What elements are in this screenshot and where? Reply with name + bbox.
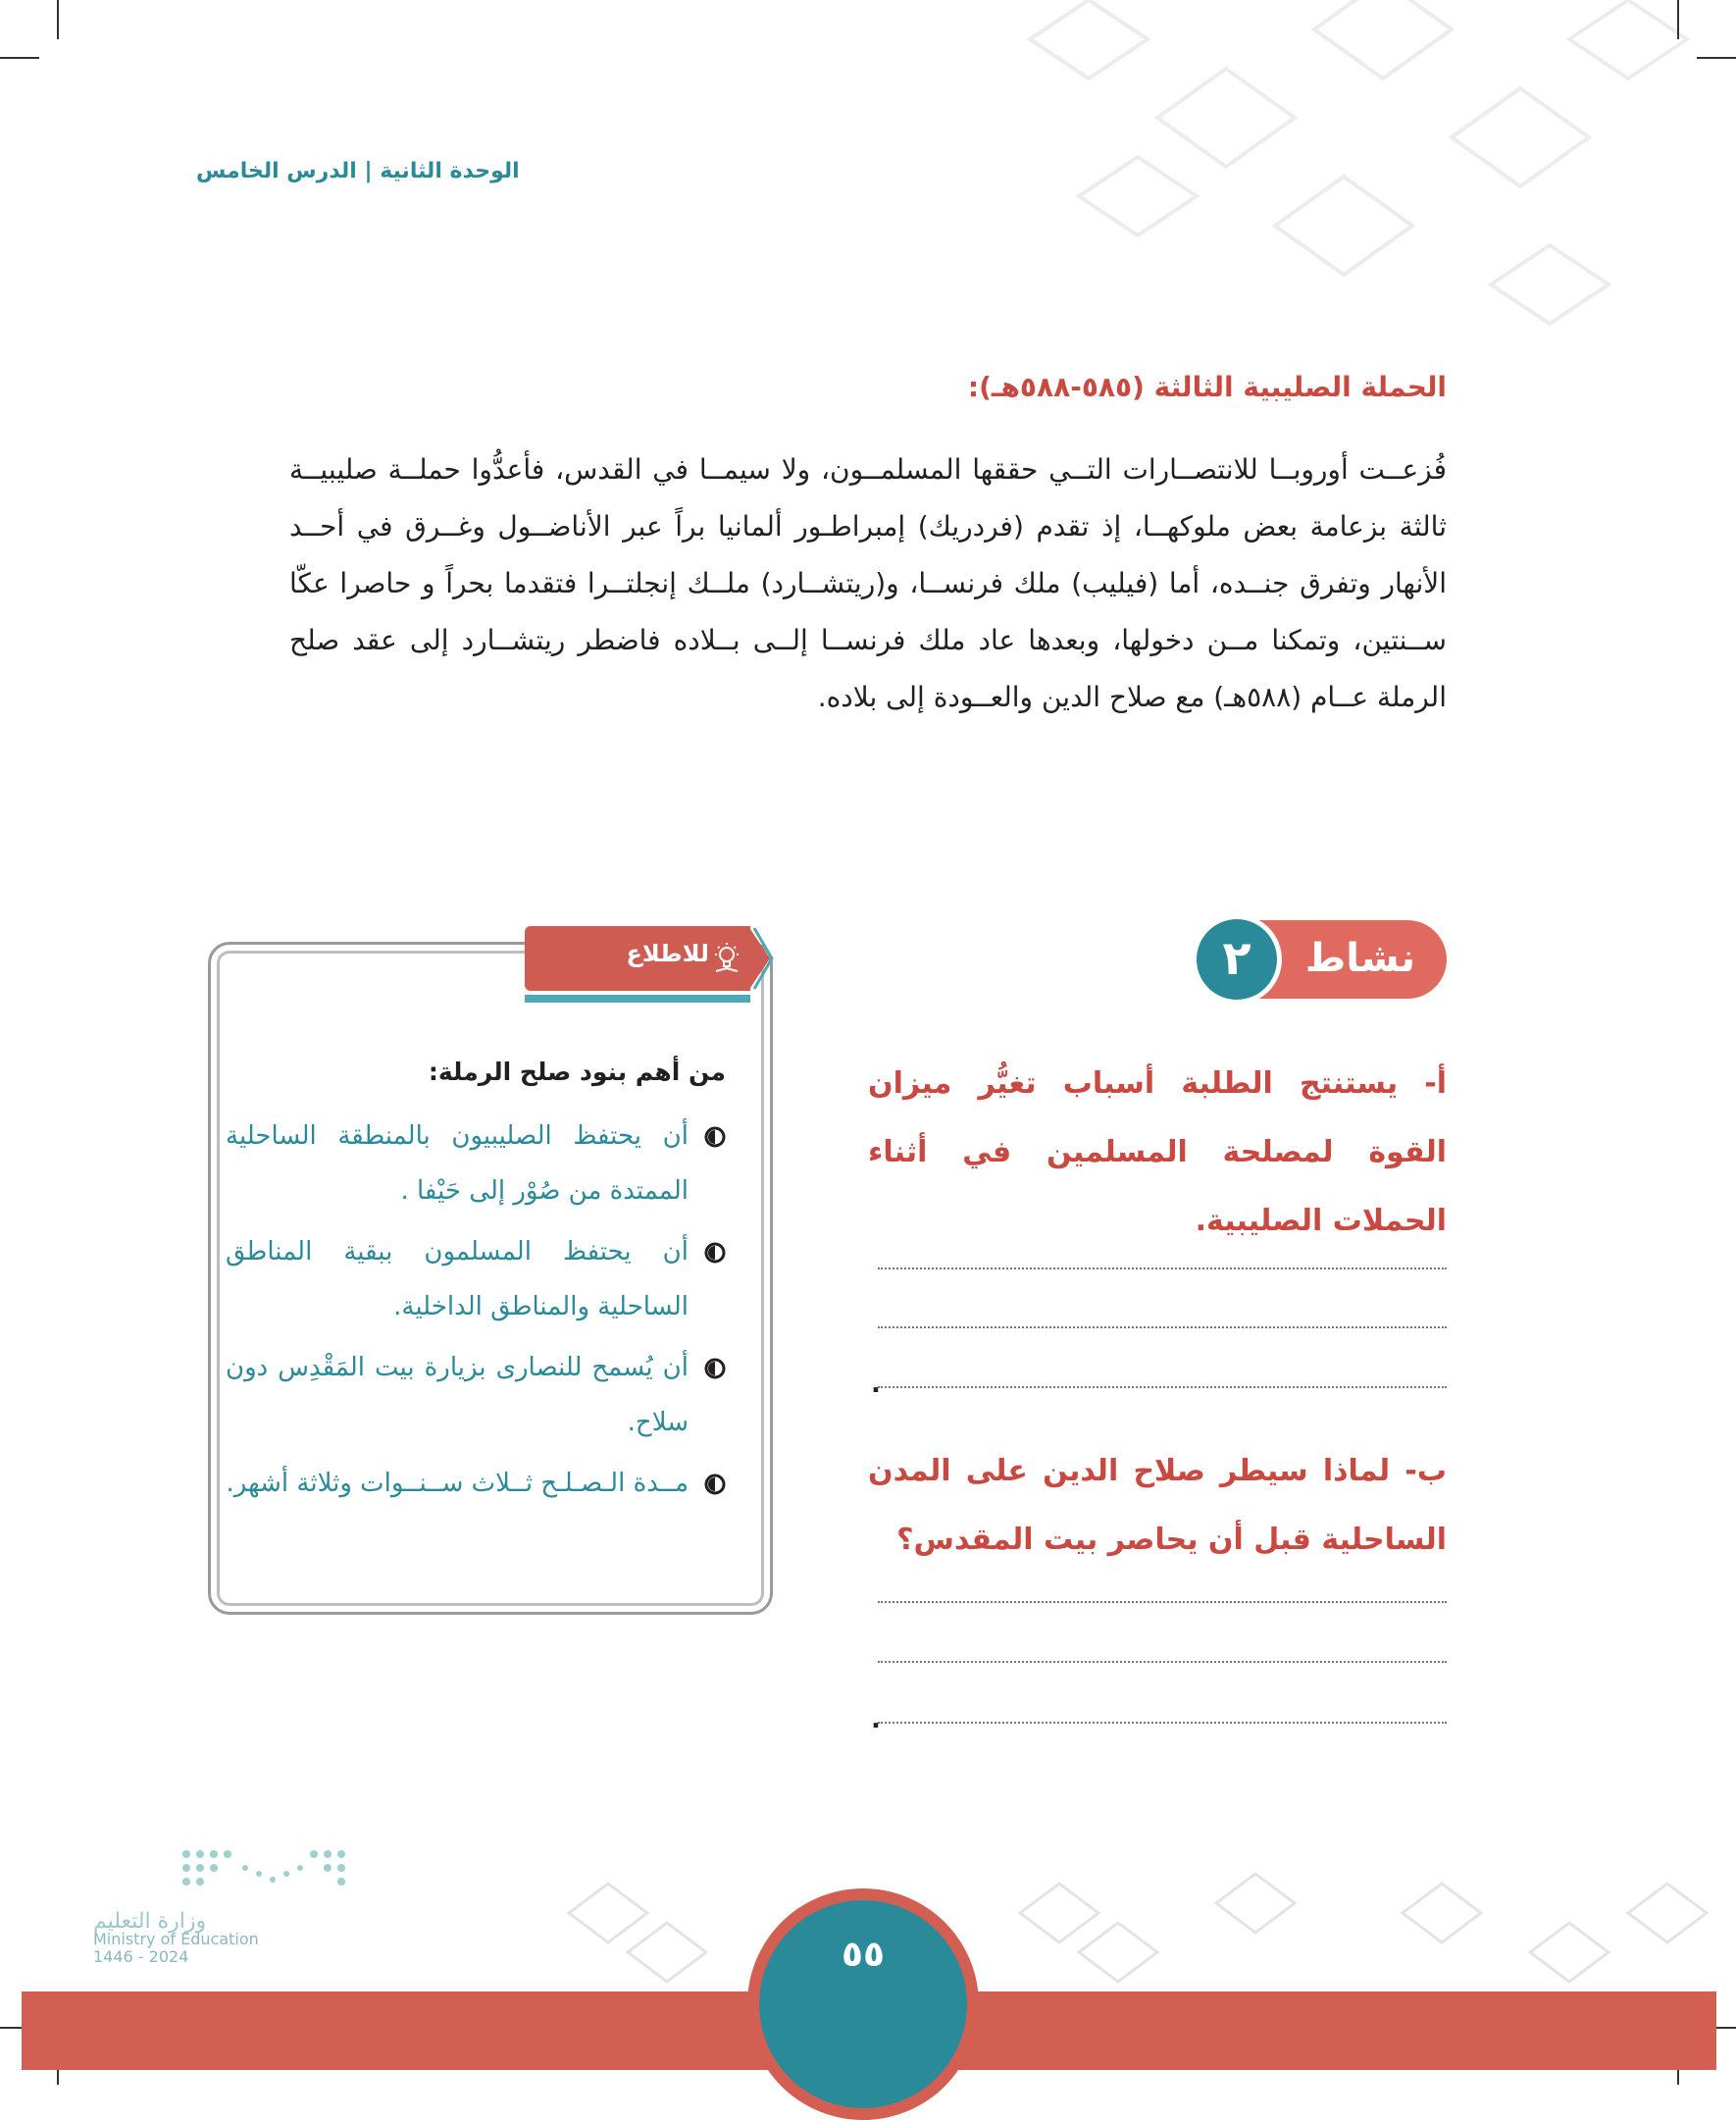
info-item-text: أن يحتفظ المسلمون ببقية المناطق الساحلية والمناطق الداخلية. — [226, 1237, 689, 1321]
page-badge-inner — [759, 1900, 967, 2108]
answer-line[interactable] — [878, 1326, 1447, 1328]
bullet-icon — [704, 1126, 726, 1148]
list-item — [226, 1456, 726, 1511]
ministry-en: Ministry of Education — [93, 1930, 259, 1948]
activity-number: ٢ — [1192, 914, 1282, 1005]
list-item — [226, 1109, 726, 1218]
answer-line[interactable] — [878, 1661, 1447, 1663]
list-item — [226, 1340, 726, 1450]
answer-line[interactable] — [878, 1601, 1447, 1603]
lightbulb-icon — [711, 942, 742, 975]
question-b: ب- لماذا سيطر صلاح الدين على المدن الساحلية قبل أن يحاصر بيت المقدس؟ — [868, 1454, 1447, 1557]
info-tag — [525, 926, 770, 991]
list-item — [226, 1224, 726, 1334]
answer-end-dot: . — [871, 1370, 881, 1399]
bullet-icon — [704, 1474, 726, 1495]
crop-mark — [0, 57, 39, 59]
ministry-ar: وزارة التعليم — [93, 1909, 207, 1934]
ministry-logo-icon — [177, 1846, 353, 1901]
info-list — [226, 1109, 726, 1517]
info-item-text: أن يُسمح للنصارى بزيارة بيت المَقْدِس دون سلاح. — [226, 1353, 689, 1437]
info-tag-body — [525, 926, 750, 991]
breadcrumb-lesson: الدرس الخامس — [196, 159, 357, 183]
breadcrumb-unit: الوحدة الثانية — [380, 159, 520, 183]
info-item-text: أن يحتفظ الصليبيون بالمنطقة الساحلية الممتدة من صُوْر إلى حَيْفا . — [226, 1121, 689, 1206]
ministry-year: 2024 - 1446 — [93, 1947, 189, 1966]
bullet-icon — [704, 1242, 726, 1264]
page-number: ٥٥ — [842, 1935, 885, 1975]
bullet-icon — [704, 1358, 726, 1379]
section-title: الحملة الصليبية الثالثة (٥٨٥-٥٨٨هـ): — [967, 371, 1447, 403]
info-tag-shadow — [525, 995, 750, 1003]
info-title: من أهم بنود صلح الرملة: — [428, 1058, 726, 1086]
activity-header — [1192, 914, 1447, 1005]
crop-mark — [57, 0, 59, 39]
info-item-text: مــدة الـصـلـح ثــلاث ســنــوات وثلاثة أشهر. — [226, 1469, 689, 1498]
info-tag-label: للاطلاع — [626, 940, 709, 967]
breadcrumb-separator: | — [364, 159, 373, 183]
answer-end-dot: . — [871, 1705, 881, 1734]
activity-label: نشاط — [1304, 936, 1415, 981]
breadcrumb — [196, 159, 569, 183]
answer-line[interactable] — [878, 1386, 1447, 1388]
info-tag-chevron — [748, 926, 774, 991]
crop-mark — [1697, 57, 1736, 59]
crop-mark — [1677, 0, 1679, 39]
answer-line[interactable] — [878, 1267, 1447, 1269]
question-a: أ- يستنتج الطلبة أسباب تغيُّر ميزان القوة لمصلحة المسلمين في أثناء الحملات الصليبية. — [868, 1066, 1447, 1238]
section-paragraph: فُزعــت أوروبــا للانتصــارات التــي حققها المسلمــون، ولا سيمــا في القدس، فأعدُّوا حملــة صليبيــة ثالثة بزعامة بعض ملوكهــا، إذ تقدم (فردريك) إمبراطـور ألمانيا براً عبر الأناضــول وغــرق في أحــد الأنهار وتفرق جنــده، أما (فيليب) ملك فرنســا، و(ريتشــارد) ملــك إنجلتــرا فتقدما بحراً و حاصرا عكّا ســنتين، وتمكنا مــن دخولها، وبعدها عاد ملك فرنســا إلــى بــلاده فاضطر ريتشــارد إلى عقد صلح الرملة عــام (٥٨٨هـ) مع صلاح الدين والعــودة إلى بلاده. — [289, 453, 1447, 713]
ministry-text — [93, 1909, 280, 1966]
answer-line[interactable] — [878, 1722, 1447, 1724]
